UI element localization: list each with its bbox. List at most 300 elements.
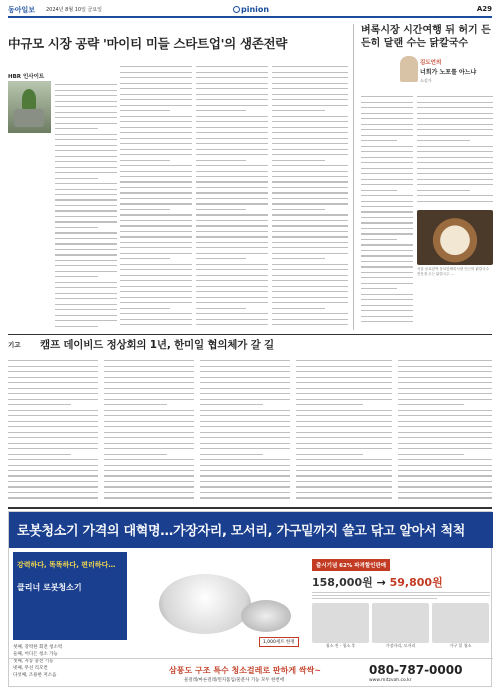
text-line — [55, 117, 117, 118]
text-line — [104, 465, 194, 466]
text-line — [272, 275, 348, 276]
advertisement[interactable] — [8, 511, 492, 687]
text-line — [296, 481, 392, 482]
text-line — [361, 195, 413, 196]
ad-thumbnail — [312, 603, 369, 643]
text-line — [272, 66, 348, 67]
text-line — [55, 112, 117, 113]
text-line — [104, 393, 194, 394]
opinion-o-icon — [233, 6, 240, 13]
text-line — [55, 304, 117, 305]
text-line — [200, 459, 290, 460]
text-line — [196, 149, 268, 150]
text-line — [120, 105, 192, 106]
text-line — [104, 475, 194, 476]
ad-thumbnails — [312, 603, 490, 643]
text-line — [120, 313, 192, 314]
text-line — [272, 247, 348, 248]
page-number: A29 — [476, 5, 492, 13]
text-line — [361, 283, 413, 284]
text-line — [200, 432, 290, 433]
text-line — [296, 388, 392, 389]
text-line — [104, 432, 194, 433]
text-line — [196, 209, 246, 210]
text-line — [196, 105, 268, 106]
text-line — [398, 360, 492, 361]
text-line — [272, 181, 348, 182]
ad-headline: 로봇청소기 가격의 대혁명…가장자리, 모서리, 가구밑까지 쓸고 닦고 알아서 척척 — [17, 524, 466, 539]
text-line — [272, 236, 348, 237]
text-line — [417, 201, 493, 202]
text-line — [272, 154, 348, 155]
text-line — [120, 291, 192, 292]
text-line — [272, 269, 348, 270]
text-line — [120, 72, 192, 73]
text-line — [196, 99, 268, 100]
text-line — [55, 293, 117, 294]
text-line — [296, 382, 392, 383]
text-line — [104, 443, 194, 444]
text-line — [196, 198, 268, 199]
text-line — [8, 388, 98, 389]
text-line — [55, 320, 117, 321]
sidebar-column-1 — [361, 92, 413, 328]
text-line — [398, 475, 492, 476]
text-line — [196, 275, 268, 276]
text-line — [361, 222, 413, 223]
text-line — [8, 404, 71, 405]
newspaper-logo: 동아일보 — [8, 6, 36, 14]
text-line — [196, 138, 268, 139]
text-line — [196, 176, 268, 177]
text-line — [196, 220, 268, 221]
text-line — [8, 410, 98, 411]
text-line — [417, 135, 493, 136]
text-line — [272, 143, 348, 144]
text-line — [200, 481, 290, 482]
text-line — [296, 459, 392, 460]
limited-set-badge: 1,000세트 한정 — [259, 637, 299, 647]
text-line — [120, 198, 192, 199]
article1-column-4 — [272, 62, 348, 328]
author-portrait — [400, 56, 418, 82]
text-line — [398, 421, 492, 422]
issue-date: 2024년 8월 10일 금요일 — [46, 7, 103, 13]
text-line — [272, 160, 325, 161]
text-line — [200, 415, 290, 416]
article1-title: 中규모 시장 공략 '마이티 미들 스타트업'의 생존전략 — [8, 36, 288, 51]
section-title — [233, 5, 269, 14]
text-line — [200, 393, 290, 394]
text-line — [272, 138, 348, 139]
text-line — [8, 497, 98, 498]
text-line — [120, 143, 192, 144]
text-line — [55, 238, 117, 239]
text-line — [196, 132, 268, 133]
text-line — [417, 168, 493, 169]
text-line — [120, 181, 192, 182]
text-line — [120, 258, 170, 259]
text-line — [361, 255, 413, 256]
text-line — [361, 146, 413, 147]
text-line — [417, 107, 493, 108]
text-line — [361, 239, 397, 240]
text-line — [272, 324, 348, 325]
text-line — [361, 250, 413, 251]
ad-slogan: 강력하다, 똑똑하다, 편리하다… — [17, 561, 116, 569]
robot-cleaner-image-small — [241, 600, 291, 632]
text-line — [120, 66, 192, 67]
ad-url[interactable]: www.mitzvah.co.kr — [369, 678, 412, 683]
text-line — [8, 421, 98, 422]
text-line — [272, 253, 348, 254]
old-price: 158,000원 — [312, 576, 373, 589]
text-line — [196, 88, 268, 89]
text-line — [8, 475, 98, 476]
text-line — [417, 190, 470, 191]
article1-byline: HBR 인사이트 — [8, 74, 45, 80]
text-line — [398, 459, 492, 460]
text-line — [55, 232, 117, 233]
ad-thumbnail-captions — [312, 643, 490, 649]
article2-column-1 — [8, 356, 98, 504]
text-line — [417, 102, 493, 103]
text-line — [104, 459, 194, 460]
article1-photo — [8, 81, 51, 133]
text-line — [200, 486, 290, 487]
text-line — [120, 247, 192, 248]
text-line — [8, 443, 98, 444]
text-line — [55, 205, 117, 206]
text-line — [272, 313, 348, 314]
text-line — [398, 404, 464, 405]
sidebar-role: 소설가 — [420, 78, 432, 83]
text-line — [272, 192, 348, 193]
text-line — [120, 110, 170, 111]
text-line — [196, 77, 268, 78]
text-line — [196, 313, 268, 314]
text-line — [55, 156, 117, 157]
text-line — [200, 492, 290, 493]
text-line — [361, 244, 413, 245]
text-line — [196, 214, 268, 215]
text-line — [55, 90, 117, 91]
text-line — [120, 99, 192, 100]
text-line — [196, 154, 268, 155]
text-line — [120, 209, 170, 210]
ad-product-name: 클리너 로봇청소기 — [17, 583, 82, 592]
text-line — [398, 426, 492, 427]
text-line — [272, 105, 348, 106]
text-line — [8, 481, 98, 482]
text-line — [417, 157, 493, 158]
text-line — [55, 276, 98, 277]
text-line — [55, 309, 117, 310]
text-line — [55, 183, 117, 184]
text-line — [120, 160, 170, 161]
text-line — [196, 192, 268, 193]
article2-column-4 — [296, 356, 392, 504]
text-line — [196, 116, 268, 117]
text-line — [8, 465, 98, 466]
text-line — [296, 432, 392, 433]
text-line — [120, 297, 192, 298]
text-line — [196, 66, 268, 67]
text-line — [361, 211, 413, 212]
text-line — [196, 231, 268, 232]
text-line — [196, 269, 268, 270]
text-line — [55, 199, 117, 200]
text-line — [8, 492, 98, 493]
text-line — [272, 209, 325, 210]
watering-can-image — [14, 109, 44, 127]
text-line — [361, 151, 413, 152]
text-line — [361, 288, 397, 289]
text-line — [417, 129, 493, 130]
text-line — [8, 426, 98, 427]
text-line — [361, 102, 413, 103]
text-line — [296, 448, 392, 449]
text-line — [104, 404, 167, 405]
text-line — [296, 410, 392, 411]
text-line — [272, 132, 348, 133]
text-line — [417, 195, 493, 196]
text-line — [120, 253, 192, 254]
text-line — [200, 421, 290, 422]
text-line — [361, 321, 413, 322]
text-line — [417, 146, 493, 147]
text-line — [200, 360, 290, 361]
article1-column-1 — [55, 80, 117, 328]
text-line — [8, 393, 98, 394]
text-line — [272, 264, 348, 265]
text-line — [361, 179, 413, 180]
text-line — [104, 415, 194, 416]
text-line — [8, 382, 98, 383]
text-line — [196, 247, 268, 248]
text-line — [361, 184, 413, 185]
ad-thumbnail-caption: 가장자리, 모서리 — [385, 643, 416, 648]
text-line — [272, 291, 348, 292]
text-line — [361, 316, 413, 317]
article1-column-3 — [196, 62, 268, 328]
ad-phone[interactable]: 080-787-0000 — [369, 663, 463, 677]
ad-brand-line: 삼풍도 구조 특수 청소걸레로 판하게 싹싹~ — [169, 666, 322, 675]
text-line — [296, 399, 392, 400]
text-line — [104, 388, 194, 389]
article2-column-3 — [200, 356, 290, 504]
text-line — [120, 220, 192, 221]
text-line — [55, 210, 117, 211]
section-label: pinion — [241, 5, 270, 14]
text-line — [196, 83, 268, 84]
text-line — [120, 171, 192, 172]
text-line — [398, 371, 492, 372]
text-line — [272, 258, 325, 259]
text-line — [55, 106, 117, 107]
text-line — [200, 465, 290, 466]
text-line — [196, 187, 268, 188]
text-line — [398, 399, 492, 400]
text-line — [296, 475, 392, 476]
text-line — [272, 121, 348, 122]
text-line — [361, 272, 413, 273]
text-line — [55, 298, 117, 299]
text-line — [55, 84, 117, 85]
text-line — [55, 260, 117, 261]
text-line — [200, 426, 290, 427]
text-line — [272, 225, 348, 226]
ad-feature: 다섯째, 조용한 저소음 — [13, 673, 57, 678]
text-line — [200, 399, 290, 400]
text-line — [417, 113, 493, 114]
text-line — [296, 426, 392, 427]
text-line — [8, 448, 98, 449]
article2-column-2 — [104, 356, 194, 504]
text-line — [361, 261, 413, 262]
text-line — [296, 404, 363, 405]
text-line — [55, 221, 117, 222]
text-line — [361, 157, 413, 158]
text-line — [55, 194, 117, 195]
text-line — [55, 145, 117, 146]
text-line — [196, 302, 268, 303]
ad-feature: 넷째, 무선 리모컨 — [13, 666, 48, 671]
ad-thumbnail-caption: 가구 밑 청소 — [449, 643, 472, 648]
text-line — [200, 377, 290, 378]
text-line — [296, 486, 392, 487]
text-line — [196, 280, 268, 281]
text-line — [361, 118, 413, 119]
text-line — [55, 326, 98, 327]
text-line — [8, 486, 98, 487]
text-line — [272, 242, 348, 243]
text-line — [196, 171, 268, 172]
text-line — [398, 454, 464, 455]
text-line — [361, 124, 413, 125]
text-line — [120, 286, 192, 287]
text-line — [272, 220, 348, 221]
text-line — [398, 388, 492, 389]
text-line — [8, 415, 98, 416]
text-line — [120, 77, 192, 78]
text-line — [272, 319, 348, 320]
text-line — [200, 448, 290, 449]
text-line — [200, 443, 290, 444]
text-line — [8, 360, 98, 361]
text-line — [8, 399, 98, 400]
text-line — [272, 127, 348, 128]
text-line — [200, 470, 290, 471]
article1-column-2 — [120, 62, 192, 328]
text-line — [8, 366, 98, 367]
text-line — [200, 497, 290, 498]
text-line — [296, 360, 392, 361]
text-line — [8, 377, 98, 378]
ad-feature: 첫째, 강력한 회전 청소력 — [13, 645, 63, 650]
text-line — [196, 110, 246, 111]
text-line — [272, 83, 348, 84]
text-line — [55, 243, 117, 244]
text-line — [104, 497, 194, 498]
text-line — [398, 486, 492, 487]
text-line — [296, 415, 392, 416]
text-line — [398, 366, 492, 367]
text-line — [361, 299, 413, 300]
text-line — [55, 249, 117, 250]
text-line — [398, 492, 492, 493]
text-line — [55, 150, 117, 151]
text-line — [417, 173, 493, 174]
text-line — [55, 139, 117, 140]
text-line — [398, 443, 492, 444]
text-line — [120, 203, 192, 204]
text-line — [55, 227, 98, 228]
price-row: 158,000원 → 59,800원 — [312, 576, 443, 589]
text-line — [200, 475, 290, 476]
text-line — [104, 426, 194, 427]
ad-left-panel — [13, 552, 127, 640]
article2-column-5 — [398, 356, 492, 504]
text-line — [272, 214, 348, 215]
text-line — [104, 486, 194, 487]
text-line — [120, 187, 192, 188]
text-line — [417, 179, 493, 180]
text-line — [120, 319, 192, 320]
text-line — [196, 203, 268, 204]
text-line — [55, 265, 117, 266]
ad-feature: 셋째, 자동 충전 기능 — [13, 659, 54, 664]
text-line — [104, 470, 194, 471]
text-line — [417, 151, 493, 152]
text-line — [200, 437, 290, 438]
text-line — [55, 95, 117, 96]
text-line — [272, 297, 348, 298]
sidebar-title: 벼록시장 시간여행 뒤 허기 든든히 달랜 수는 닭칼국수 — [361, 25, 491, 49]
text-line — [196, 160, 246, 161]
text-line — [272, 99, 348, 100]
text-line — [104, 382, 194, 383]
text-line — [272, 187, 348, 188]
text-line — [398, 432, 492, 433]
text-line — [272, 176, 348, 177]
text-line — [196, 143, 268, 144]
text-line — [398, 470, 492, 471]
text-line — [196, 297, 268, 298]
text-line — [398, 382, 492, 383]
text-line — [55, 216, 117, 217]
text-line — [417, 124, 493, 125]
text-line — [196, 236, 268, 237]
text-line — [120, 165, 192, 166]
sprout-image — [22, 89, 36, 109]
text-line — [417, 118, 493, 119]
text-line — [200, 388, 290, 389]
text-line — [55, 167, 117, 168]
text-line — [272, 280, 348, 281]
text-line — [196, 127, 268, 128]
text-line — [196, 253, 268, 254]
text-line — [398, 481, 492, 482]
text-line — [361, 233, 413, 234]
text-line — [417, 162, 493, 163]
text-line — [200, 366, 290, 367]
text-line — [55, 123, 117, 124]
sidebar-subtitle: 너희가 노포를 아느냐 — [420, 69, 477, 76]
ad-footer — [9, 658, 493, 688]
text-line — [8, 437, 98, 438]
text-line — [196, 324, 268, 325]
